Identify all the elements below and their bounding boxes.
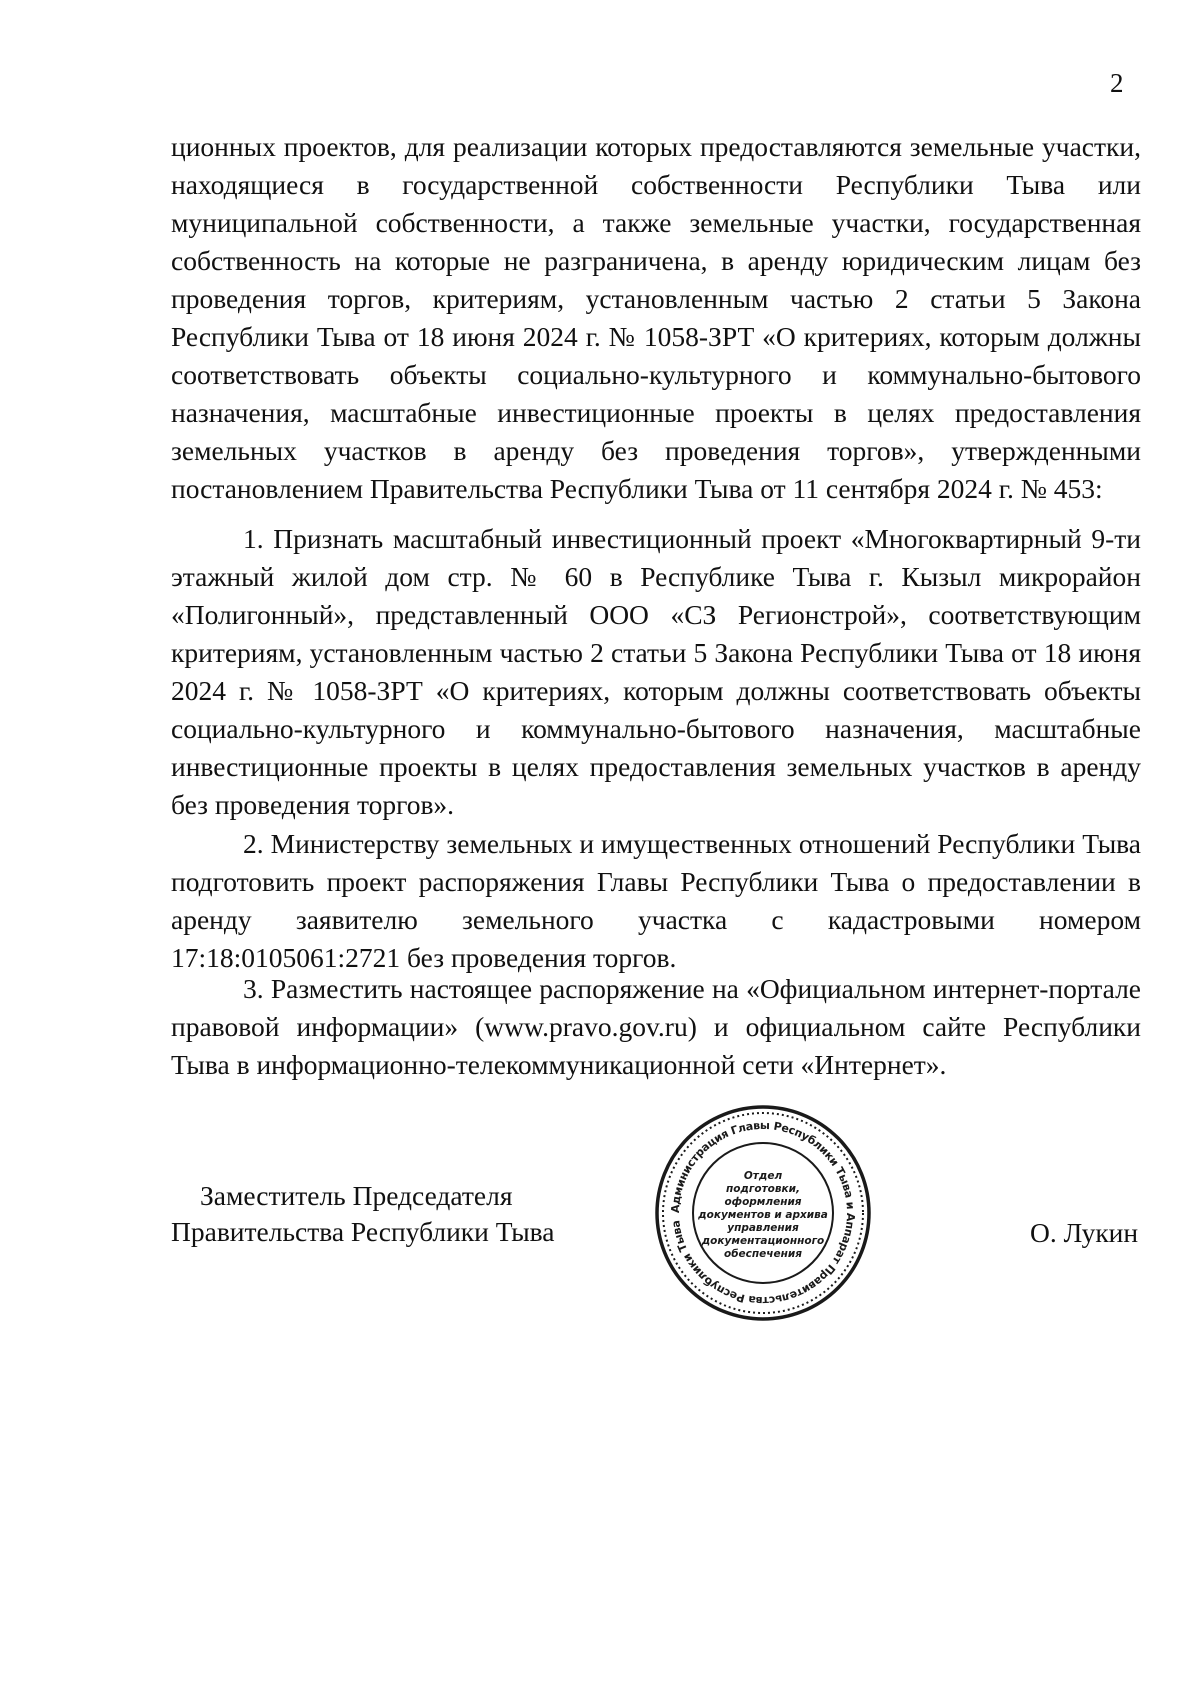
item-3-paragraph: 3. Разместить настоящее распоряжение на «Официальном интернет-портале правовой информации» (www.pravo.gov.ru) и официальном сайте Республики Тыва в информационно-телекоммуникационной сети «Интернет». (171, 973, 1141, 1080)
seal-center-line: оформления (724, 1196, 802, 1208)
seal-center-line: Отдел (743, 1170, 783, 1182)
signature-position-line-1: Заместитель Председателя (200, 1180, 513, 1211)
seal-center-line: документационного (701, 1235, 825, 1247)
page-number: 2 (1110, 68, 1124, 98)
official-seal (653, 1103, 873, 1323)
seal-ring-text: Администрация Главы Республики Тыва и Аппарат Правительства Республики Тыва (668, 1118, 858, 1308)
seal-center-line: документов и архива (698, 1209, 828, 1221)
intro-paragraph: ционных проектов, для реализации которых предоставляются земельные участки, находящиеся в государственной собственности Республики Тыва или муниципальной собственности, а также земельные участки, государственная собственность на которые не разграничена, в аренду юридическим лицам без проведения торгов, критериям, установленным частью 2 статьи 5 Закона Республики Тыва от 18 июня 2024 г. № 1058-ЗРТ «О критериях, которым должны соответствовать объекты социально-культурного и коммунально-бытового назначения, масштабные инвестиционные проекты в целях предоставления земельных участков в аренду без проведения торгов», утвержденными постановлением Правительства Республики Тыва от 11 сентября 2024 г. № 453: (171, 131, 1141, 504)
signer-name: О. Лукин (1030, 1217, 1139, 1248)
seal-center-line: подготовки, (725, 1183, 801, 1195)
item-1-paragraph: 1. Признать масштабный инвестиционный проект «Многоквартирный 9-ти этажный жилой дом стр. № 60 в Республике Тыва г. Кызыл микрорайон «Полигонный», представленный ООО «СЗ Регионстрой», соответствующим критериям, установленным частью 2 статьи 5 Закона Республики Тыва от 18 июня 2024 г. № 1058-ЗРТ «О критериях, которым должны соответствовать объекты социально-культурного и коммунально-бытового назначения, масштабные инвестиционные проекты в целях предоставления земельных участков в аренду без проведения торгов». (171, 523, 1141, 820)
seal-center-line: управления (727, 1222, 799, 1234)
seal-center-line: обеспечения (724, 1248, 802, 1260)
signature-position (171, 1178, 555, 1250)
item-2-paragraph: 2. Министерству земельных и имущественных отношений Республики Тыва подготовить проект распоряжения Главы Республики Тыва о предоставлении в аренду заявителю земельного участка с кадастровыми номером 17:18:0105061:2721 без проведения торгов. (171, 828, 1141, 973)
signature-position-line-2: Правительства Республики Тыва (171, 1216, 555, 1247)
